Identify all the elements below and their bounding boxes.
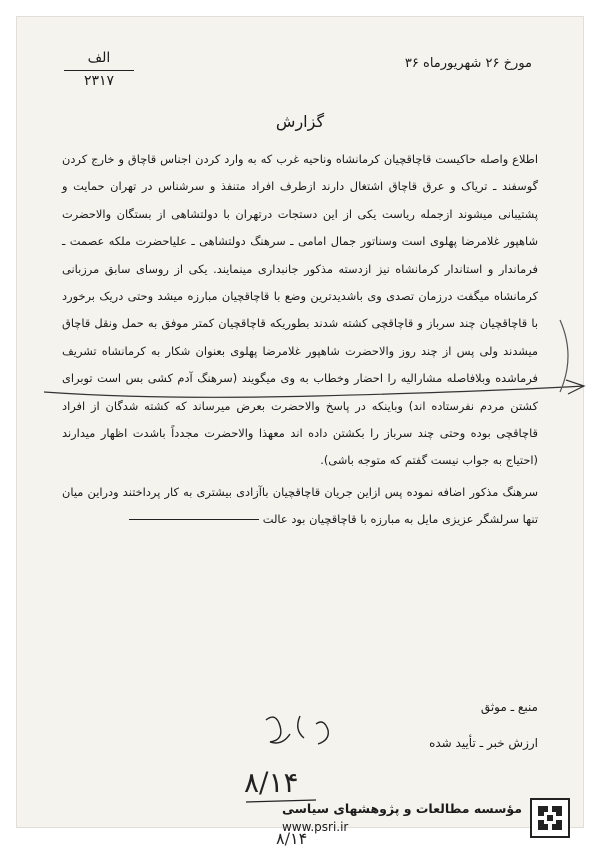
source-line: منبع ـ موثق [480, 700, 538, 714]
report-paragraph-2 [62, 479, 538, 534]
margin-bracket-mark [556, 316, 578, 396]
document-title: گزارش [275, 112, 325, 131]
reference-label: الف [87, 50, 111, 66]
news-value-line: ارزش خبر ـ تأیید شده [429, 736, 538, 750]
handwritten-underline-arrow [36, 356, 596, 416]
reference-number: ۲۳۱۷ [64, 70, 134, 89]
report-paragraph-2-text: سرهنگ مذکور اضافه نموده پس ازاین جریان قاچاقچیان باآزادی بیشتری به کار پرداختند ودراین میان تنها سرلشگر عزیزی مایل به مبارزه با قاچاقچیان بود عالت [62, 484, 538, 527]
institute-watermark [282, 798, 570, 838]
institute-emblem-icon [530, 798, 570, 838]
closing-rule [129, 519, 259, 520]
institute-name: مؤسسه مطالعات و پژوهشهای سیاسی [281, 801, 522, 816]
handwritten-date-1: ۸/۱۴ [244, 766, 299, 799]
institute-url: www.psri.ir [281, 820, 349, 834]
reference-block [64, 50, 134, 89]
document-page [16, 16, 584, 848]
report-body [62, 146, 538, 534]
handwritten-date-2: ۸/۱۴ [276, 829, 308, 848]
report-paragraph-1: اطلاع واصله حاکیست قاچاقچیان کرمانشاه وناحیه غرب که به وارد کردن اجناس قاچاق و خارج کردن گوسفند ـ تریاک و عرق قاچاق اشتغال دارند ازطرف افراد متنفذ و سرشناس در تهران حمایت و پشتیبانی میشوند ازجمله ریاست یکی از این دستجات درتهران با دولتشاهی از بستگان والاحضرت شاهپور غلامرضا پهلوی است وسناتور جمال امامی ـ سرهنگ دولتشاهی ـ علیاحضرت ملکه عصمت ـ فرماندار و استاندار کرمانشاه نیز ازدسته مذکور جانبداری مینمایند. یکی از روسای سابق مرزبانی کرمانشاه میگفت درزمان تصدی وی باشدیدترین وضع با قاچاقچیان مبارزه میشد وحتی دریک برخورد با قاچاقچیان چند سرباز و قاچاقچی کشته شدند بطوریکه قاچاقچیان کمتر موفق به حمل ونقل قاچاق میشدند ولی پس از چند روز والاحضرت شاهپور غلامرضا پهلوی بعنوان شکار به کرمانشاه تشریف فرماشده وبلافاصله مشارالیه را احضار وخطاب به وی میگویند (سرهنگ آدم کشی بس است توبرای کشتن مردم نفرستاده اند) وباینکه در پاسخ والاحضرت بعرض میرساند که کشته شدگان از افراد قاچاقچی بوده وحتی چند سرباز را بکشتن داده اند معهذا والاحضرت مجدداً باشدت اظهار میدارند (احتیاج به جواب نیست گفتم که متوجه باشی). [62, 152, 538, 468]
document-date: مورخ ۲۶ شهریورماه ۳۶ [404, 56, 532, 71]
